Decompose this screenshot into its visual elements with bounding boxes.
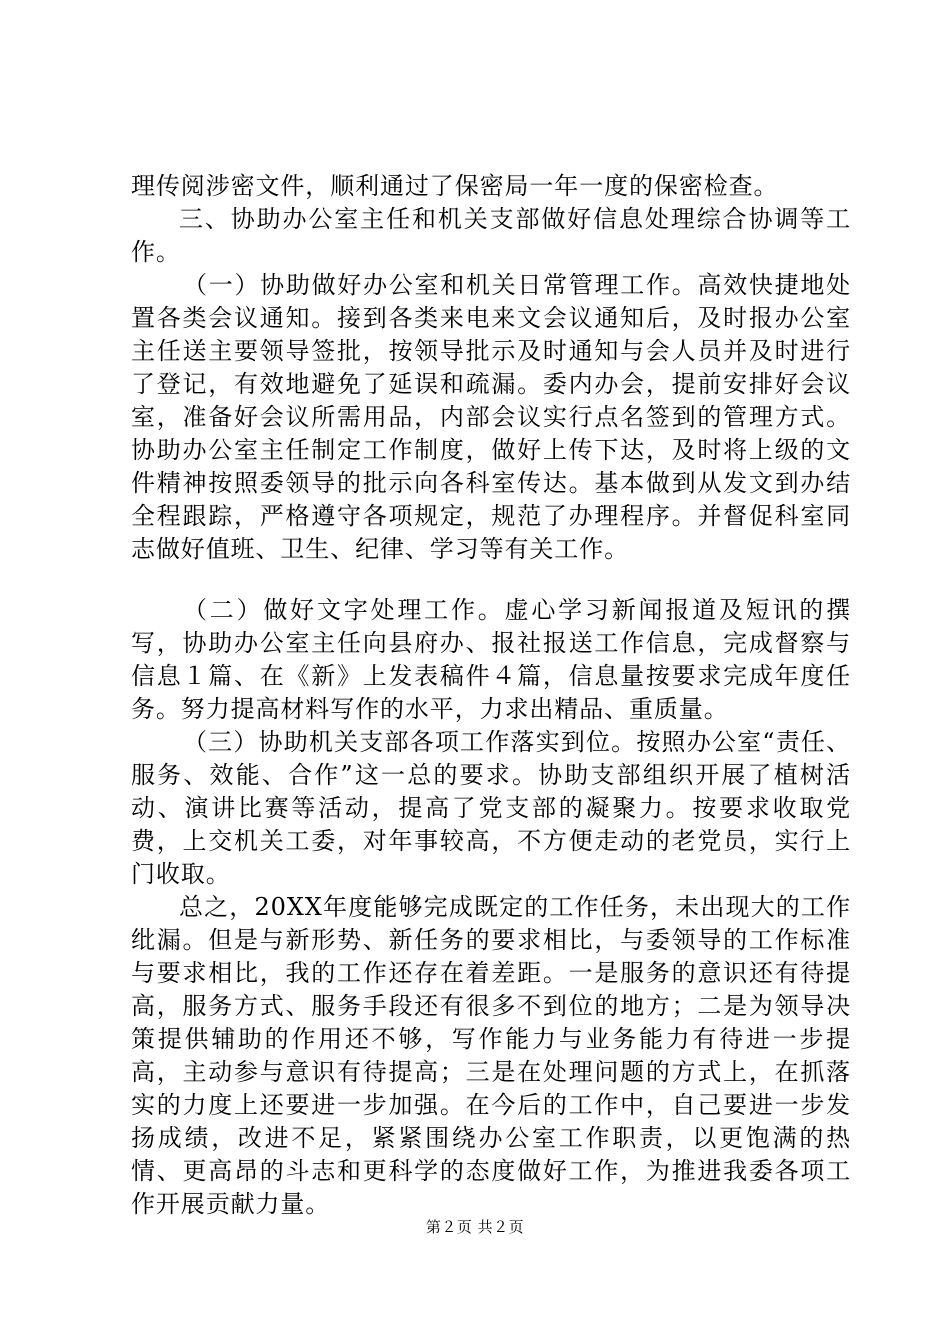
paragraph-item-three: （三）协助机关支部各项工作落实到位。按照办公室“责任、服务、效能、合作”这一总的要求。协助支部组织开展了植树活动、演讲比赛等活动，提高了党支部的凝聚力。按要求收取党费，上交机关工委，对年事较高，不方便走动的老党员，实行上门收取。	[131, 728, 851, 888]
paragraph-spacer	[131, 566, 851, 594]
section-heading-three: 三、协助办公室主任和机关支部做好信息处理综合协调等工作。	[131, 205, 851, 266]
page-number-footer: 第２页 共２页	[425, 1218, 525, 1236]
paragraph-item-one: （一）协助做好办公室和机关日常管理工作。高效快捷地处置各类会议通知。接到各类来电来文会议通知后，及时报办公室主任送主要领导签批，按领导批示及时通知与会人员并及时进行了登记，有效地避免了延误和疏漏。委内办会，提前安排好会议室，准备好会议所需用品，内部会议实行点名签到的管理方式。协助办公室主任制定工作制度，做好上传下达，及时将上级的文件精神按照委领导的批示向各科室传达。基本做到从发文到办结全程跟踪，严格遵守各项规定，规范了办理程序。并督促科室同志做好值班、卫生、纪律、学习等有关工作。	[131, 271, 851, 563]
document-body	[131, 170, 851, 1221]
paragraph-summary: 总之，20XX年度能够完成既定的工作任务，未出现大的工作纰漏。但是与新形势、新任务的要求相比，与委领导的工作标准与要求相比，我的工作还存在着差距。一是服务的意识还有待提高，服务方式、服务手段还有很多不到位的地方；二是为领导决策提供辅助的作用还不够，写作能力与业务能力有待进一步提高，主动参与意识有待提高；三是在处理问题的方式上，在抓落实的力度上还要进一步加强。在今后的工作中，自己要进一步发扬成绩，改进不足，紧紧围绕办公室工作职责，以更饱满的热情、更高昂的斗志和更科学的态度做好工作，为推进我委各项工作开展贡献力量。	[131, 893, 851, 1218]
paragraph-continuation: 理传阅涉密文件，顺利通过了保密局一年一度的保密检查。	[131, 172, 779, 200]
paragraph-item-two: （二）做好文字处理工作。虚心学习新闻报道及短讯的撰写，协助办公室主任向县府办、报社报送工作信息，完成督察与信息１篇、在《新》上发表稿件４篇，信息量按要求完成年度任务。努力提高材料写作的水平，力求出精品、重质量。	[131, 596, 851, 723]
